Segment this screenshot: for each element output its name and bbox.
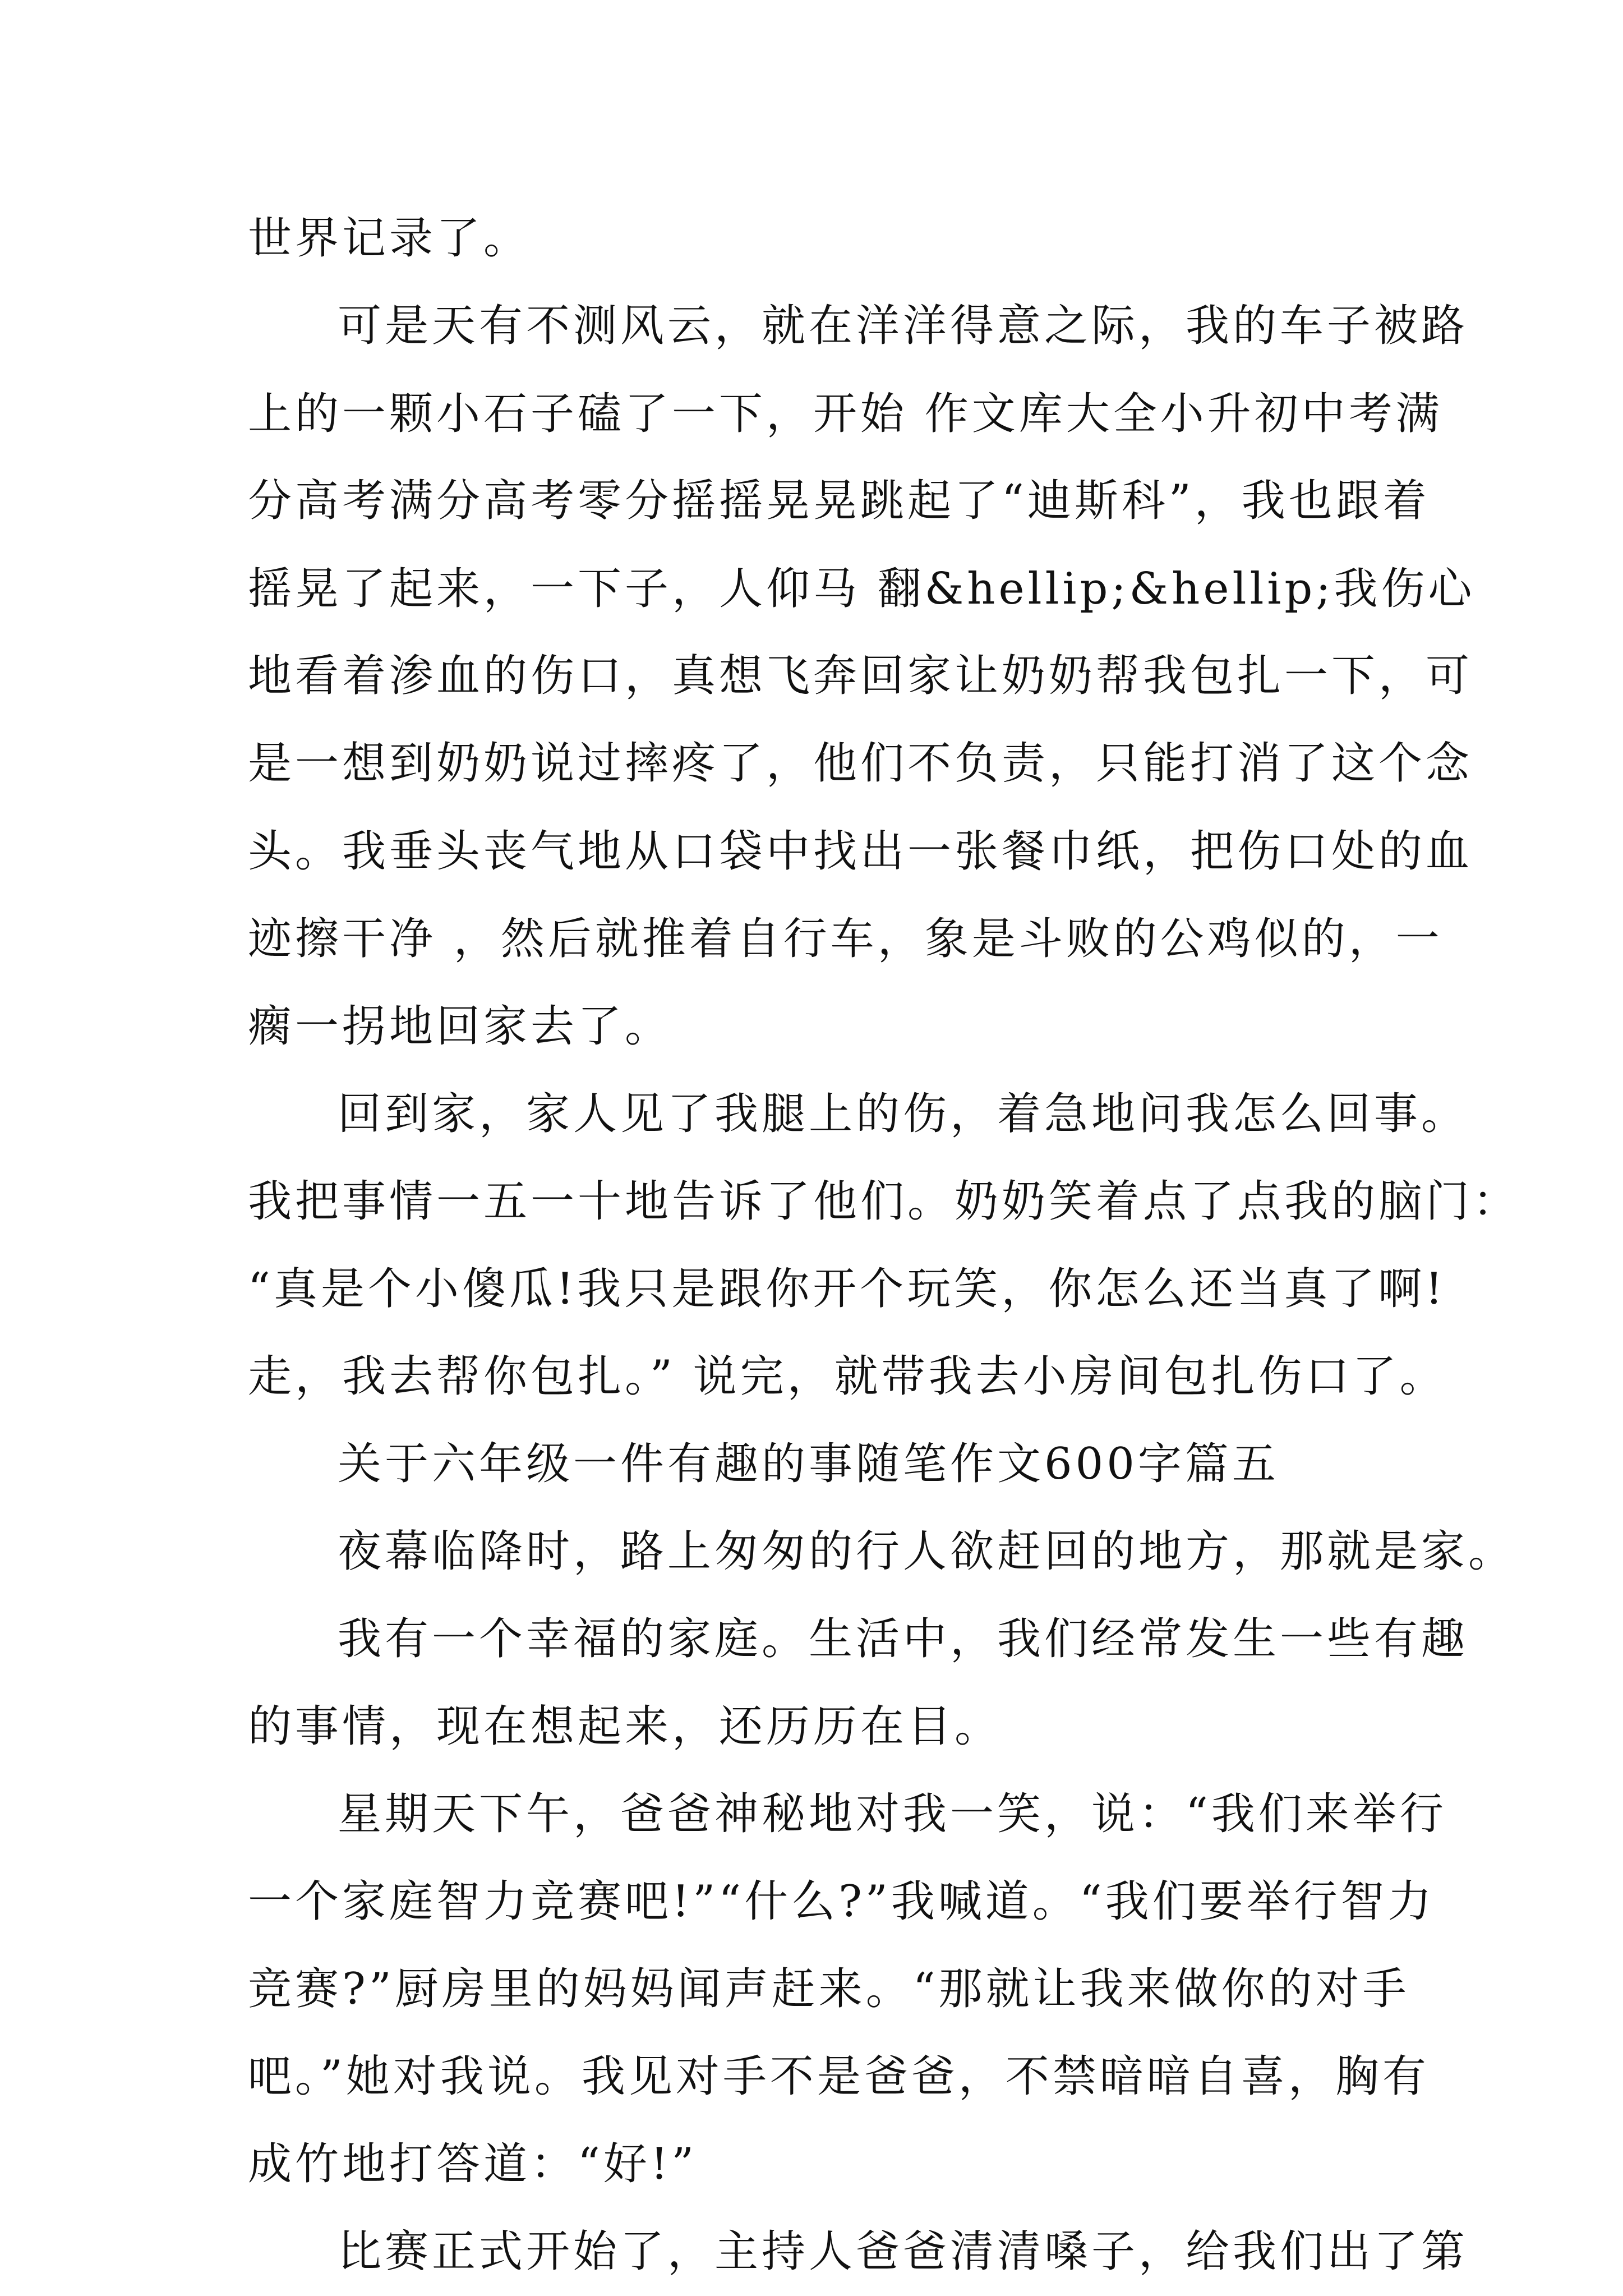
text-line: 走，我去帮你包扎。” 说完，就带我去小房间包扎伤口了。 (248, 1351, 1447, 1402)
text-line: “真是个小傻瓜!我只是跟你开个玩笑，你怎么还当真了啊! (248, 1264, 1446, 1314)
text-line: 瘸一拐地回家去了。 (248, 1001, 672, 1052)
text-line: 摇晃了起来，一下子，人仰马 翻&hellip;&hellip;我伤心 (248, 564, 1476, 614)
text-line: 的事情，现在想起来，还历历在目。 (248, 1701, 1002, 1752)
paragraph-start: 夜幕临降时，路上匆匆的行人欲赶回的地方，那就是家。 (338, 1526, 1516, 1577)
text-line: 我把事情一五一十地告诉了他们。奶奶笑着点了点我的脑门： (248, 1176, 1520, 1227)
text-line: 迹擦干净 ，然后就推着自行车，象是斗败的公鸡似的，一 (248, 914, 1443, 964)
paragraph-start: 我有一个幸福的家庭。生活中，我们经常发生一些有趣 (338, 1614, 1469, 1664)
text-line: 成竹地打答道：“好!” (248, 2139, 698, 2189)
text-line: 世界记录了。 (248, 213, 531, 264)
section-heading: 关于六年级一件有趣的事随笔作文600字篇五 (338, 1439, 1279, 1489)
paragraph-start: 回到家，家人见了我腿上的伤，着急地问我怎么回事。 (338, 1089, 1469, 1139)
paragraph-start: 星期天下午，爸爸神秘地对我一笑，说：“我们来举行 (338, 1789, 1447, 1839)
text-line: 上的一颗小石子磕了一下，开始 作文库大全小升初中考满 (248, 389, 1443, 439)
text-line: 一个家庭智力竞赛吧!”“什么?”我喊道。“我们要举行智力 (248, 1876, 1435, 1927)
paragraph-start: 可是天有不测风云，就在洋洋得意之际，我的车子被路 (338, 301, 1469, 351)
text-line: 头。我垂头丧气地从口袋中找出一张餐巾纸，把伤口处的血 (248, 826, 1473, 877)
text-line: 是一想到奶奶说过摔疼了，他们不负责，只能打消了这个念 (248, 738, 1473, 789)
paragraph-start: 比赛正式开始了，主持人爸爸清清嗓子，给我们出了第 (338, 2226, 1469, 2277)
text-line: 竞赛?”厨房里的妈妈闻声赶来。“那就让我来做你的对手 (248, 1964, 1410, 2014)
text-line: 吧。”她对我说。我见对手不是爸爸，不禁暗暗自喜，胸有 (248, 2051, 1430, 2102)
text-line: 地看着渗血的伤口，真想飞奔回家让奶奶帮我包扎一下，可 (248, 651, 1473, 701)
text-line: 分高考满分高考零分摇摇晃晃跳起了“迪斯科”，我也跟着 (248, 476, 1430, 526)
